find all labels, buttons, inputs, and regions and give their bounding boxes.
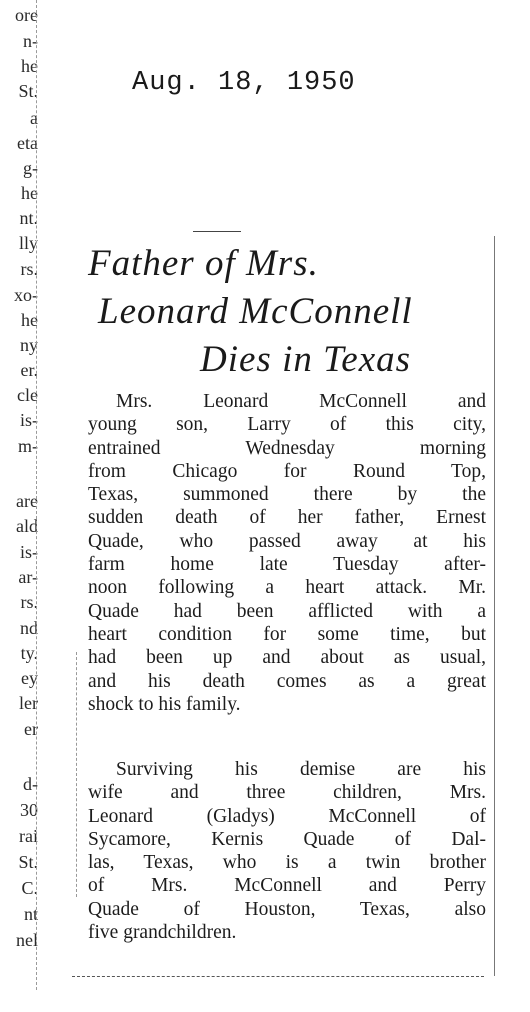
left-column-rule: [76, 652, 77, 897]
text-line: young son, Larry of this city,: [88, 414, 486, 436]
fragment: nt.: [19, 208, 38, 228]
fragment: eta: [17, 133, 38, 153]
fragment: lly: [18, 233, 38, 253]
fragment: ore: [15, 5, 38, 25]
text-line: Leonard (Gladys) McConnell of: [88, 805, 486, 827]
text-line: from Chicago for Round Top,: [88, 460, 486, 482]
text-line: Quade had been afflicted with a: [88, 600, 486, 622]
fragment: m-: [18, 436, 38, 456]
fragment: C.: [21, 878, 38, 898]
fragment: are: [16, 491, 38, 511]
text-line: Surviving his demise are his: [116, 759, 486, 780]
text-line: shock to his family.: [88, 693, 241, 715]
fragment: ar-: [18, 567, 38, 587]
text-line: Texas, summoned there by the: [88, 484, 486, 506]
fragment: St.: [18, 852, 38, 872]
article-paragraph-1: [88, 390, 486, 716]
text-line: Mrs. Leonard McConnell and: [116, 391, 486, 412]
fragment: is-: [20, 410, 38, 430]
fragment: ny: [20, 335, 38, 355]
fragment: ty.: [20, 643, 38, 663]
fragment: rs.: [20, 592, 38, 612]
text-line: entrained Wednesday morning: [88, 437, 486, 459]
fragment: ald: [16, 516, 38, 536]
fragment: is-: [20, 542, 38, 562]
clipping-date: Aug. 18, 1950: [132, 68, 356, 98]
text-line: had been up and about as usual,: [88, 647, 486, 669]
top-rule: [193, 231, 241, 232]
fragment: he: [21, 183, 38, 203]
text-line: of Mrs. McConnell and Perry: [88, 875, 486, 897]
bottom-rule: [72, 976, 484, 977]
headline-line-3: Dies in Texas: [200, 339, 412, 380]
headline-line-2: Leonard McConnell: [98, 291, 413, 332]
fragment: xo-: [14, 285, 38, 305]
article-paragraph-2: [88, 758, 486, 944]
text-line: heart condition for some time, but: [88, 623, 486, 645]
headline-line-1: Father of Mrs.: [88, 243, 319, 284]
text-line: las, Texas, who is a twin brother: [88, 852, 486, 874]
fragment: er.: [20, 360, 38, 380]
fragment: he: [21, 310, 38, 330]
column-divider: [36, 0, 37, 990]
fragment: d-: [23, 774, 38, 794]
text-line: Quade of Houston, Texas, also: [88, 898, 486, 920]
text-line: Quade, who passed away at his: [88, 530, 486, 552]
text-line: and his death comes as a great: [88, 670, 486, 692]
text-line: noon following a heart attack. Mr.: [88, 577, 486, 599]
text-line: five grandchildren.: [88, 922, 237, 944]
fragment: cle: [17, 385, 38, 405]
fragment: rs.: [20, 259, 38, 279]
right-column-rule: [494, 236, 495, 976]
fragment: a: [30, 108, 38, 128]
fragment: nt: [23, 904, 38, 924]
text-line: farm home late Tuesday after-: [88, 554, 486, 576]
fragment: 30: [20, 800, 38, 820]
fragment: ey: [21, 668, 38, 688]
text-line: wife and three children, Mrs.: [88, 782, 486, 804]
fragment: St.: [18, 81, 38, 101]
text-line: Sycamore, Kernis Quade of Dal-: [88, 828, 486, 850]
fragment: rai: [19, 826, 38, 846]
fragment: ler: [19, 693, 38, 713]
text-line: sudden death of her father, Ernest: [88, 507, 486, 529]
fragment: he: [21, 56, 38, 76]
fragment: n-: [23, 31, 38, 51]
fragment: g-: [23, 158, 38, 178]
fragment: er: [24, 719, 38, 739]
fragment: nel: [16, 930, 38, 950]
fragment: nd: [20, 618, 38, 638]
